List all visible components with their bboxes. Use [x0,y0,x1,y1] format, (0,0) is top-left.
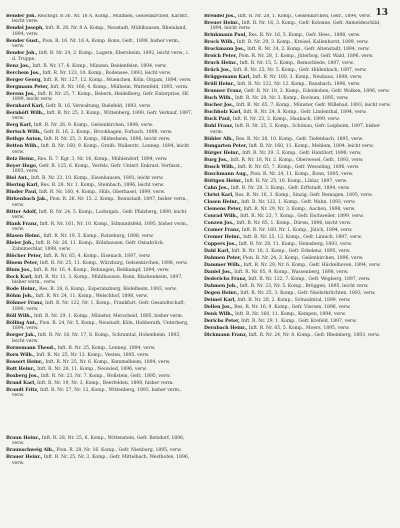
entry-details: Pion. R. 26. Nr. 15. 2. Komp., Bonnstadt, 1897, bisher verm., verw. [12,197,189,208]
list-entry [6,64,194,69]
entry-name: Beyer Hugo, [6,163,38,169]
list-entry [204,263,392,268]
entry-name: Breuer Heinr., [204,21,241,26]
list-entry [6,287,194,292]
entry-details: Inft. R. Nr. 122, 7. Komp., Gefr. Wegberg, 1897, verw. [248,276,371,282]
entry-name: Benz Jos., [6,63,31,69]
list-entry [6,176,194,181]
entry-details: Res. R. Nr. 16, 9. Komp., Gefr. Viersen, 1896, verw. [234,304,351,310]
list-entry [204,214,392,219]
list-entry [6,353,194,358]
entry-name: Brinkmann Paul, [204,33,247,39]
list-entry [6,130,194,135]
entry-name: Bode Heinr., [6,287,38,293]
entry-details: Res. R. 7. Kgr. 3, Nr. 16, Komp., Mühlendorf, 1894, verw. [37,156,168,162]
list-entry [204,14,392,19]
entry-details: Inft. R. Nr. 25, 11. Komp., Würzburg, Gelsenkirchen, 1898, verw. [39,260,188,266]
entry-details: Inft. R. Nr. 24, Nr. 8. Komp., Gefr. Rheinberg, 1893, verw. [248,332,380,338]
entry-details: Inft. R. Nr. 15, 5. Komp., Remschlede, 1897, verw. [239,61,354,67]
entry-name: Berg Karl, [6,123,33,129]
entry-details: Inft. R. Nr. 65, 1. Komp., Düren, 1896, leicht verw. [236,220,352,226]
entry-name: Brüll Heinr., [204,82,236,88]
entry-details: Res. R. Nr. 16, 3. Komp., Sinzig, Gefr. Remagen, 1895, verw. [235,192,373,198]
list-entry [6,261,194,266]
entry-details: Inft. R. Nr. 29, Nr. 3. Komp., Aachen, 1898, verw. [243,206,356,212]
entry-name: Brand Karl, [6,380,36,386]
left-entry-list-tail [6,436,194,466]
list-entry [6,104,194,109]
entry-details: Inft. R. Nr. 25, 12. Komp., Gefr. Linnich, 1897, verw. [243,234,362,240]
list-entry [6,254,194,259]
entry-details: Res. R. 28, 6. Komp., Esperanzburg, Rödelheim, 1893, verw. [39,287,177,293]
entry-name: Berens Jos., [6,91,37,97]
entry-name: Brendel Jos., [204,14,237,19]
list-entry [204,103,392,108]
entry-details: Inft. R. Nr. 29, 1. Komp., Münster, Merscheid, 1895, bisher verm. [34,313,184,319]
entry-details: Inft. R. Nr. 29, 1. Komp., Gefr. Krefeld, 1897, verw. [241,318,357,324]
entry-name: Cahn Jos., [204,185,230,191]
list-entry [6,111,194,122]
entry-name: Braun Heinr., [6,435,41,441]
entry-details: Inft. R. Nr. 122, Nr. 12. Komp., Ransbach, 1896, verw. [237,82,361,88]
list-entry [6,183,194,188]
entry-name: Bölling Ant., [6,320,38,326]
list-entry [204,333,392,338]
list-entry [6,388,194,399]
list-entry [6,123,194,128]
entry-details: Pion. R. Nr. 28, 1. Komp., Jüterbog, Gefr. Wald, 1896, verw. [238,54,374,60]
list-entry [204,96,392,101]
entry-details: Inft. R. Nr. 19, 5. Komp., Ratzeburg, 1898, verw. [43,234,154,240]
list-entry [204,326,392,331]
entry-details: Inft. R. Nr. 122, Nr. 1, Komp., Frankfurt, Gefr. Gesandtschaft, 1896, verw. [12,301,186,312]
entry-details: Inft. R. Nr. 65, 7. Komp., Münster, Gefr. Willebad, 1893, leicht verw. [236,103,391,109]
list-entry [6,71,194,76]
entry-name: Bender Gust., [6,38,41,44]
entry-name: Berchem Jos., [6,70,42,76]
list-entry [204,89,392,94]
entry-name: Buck Paul, [204,117,232,123]
entry-name: Dahmen Joh., [204,283,239,289]
list-entry [204,124,392,135]
entry-details: Inft. R. Nr. 160, 9. Komp., Greifs. Wallerstr., Lennep, 1894, leicht verw. [12,144,190,155]
text-columns [6,14,392,520]
list-entry [6,26,194,37]
entry-name: Dederichs Franz, [204,276,247,282]
entry-name: Bornemann Theod., [6,345,57,351]
entry-details: Gefr. R. 125, 6. Komp., Verfels, Gefr. Unterf. Enkrast. Verfasst., 1893, verw. [12,163,183,175]
entry-details: Inft. R. 28. Nr. 8 A. Komp., Neustadt, Mühlhausen, Rheinland, 1894, verw. [12,26,187,37]
entry-details: Inft. R. Nr. 16, Nr. 17, 8. Komp., Schramtal, Hohenheim, 1893, leicht verw. [12,333,181,344]
entry-name: Clemens Peter, [204,206,242,212]
entry-name: Bruch Heinr., [204,61,239,67]
entry-name: Bender Joh., [6,51,38,57]
entry-details: Inft. R. Nr. 23, 3. Komp., Haubach, 1899, verw. [232,117,340,123]
entry-name: Conzen Jos., [204,220,235,226]
list-entry [6,164,194,175]
list-entry [204,298,392,303]
entry-details: Inft. R. Nr. 161, Nr. 10. Komp., Edmundsfeld, 1895, bisher verm., verw. [12,222,189,233]
list-entry [204,21,392,32]
entry-name: Dellen Jos., [204,304,233,310]
list-entry [204,256,392,261]
list-entry [6,301,194,312]
list-entry [6,39,194,50]
entry-details: Inft. R. Nr. 160, 4. Komp., Hüls, Oberhasel, 1899, verw. [38,190,166,196]
entry-name: Binder Paul, [6,190,38,196]
entry-name: Degen Heinr., [204,290,239,296]
list-entry [204,61,392,66]
entry-details: Inft. R. Nr. 123, 10. Komp., Bodensee, 1893, leicht verw. [42,70,172,76]
entry-name: Bender Joh. [6,14,36,19]
list-entry [6,197,194,208]
entry-name: Böhm Joh., [6,294,35,300]
entry-name: Berger Georg, [6,77,42,83]
list-entry [6,436,194,447]
entry-details: Inft. R. Nr. 25, 3. Komp., Schönau, Gefr. Leipheim, 1897, bisher verm. [210,124,380,135]
entry-name: Buschmann Aug., [204,171,249,177]
entry-details: Inft. R. Nr. 28, Nr. 3. Komp., Bochum, 1895, verw. [234,96,349,102]
entry-name: Brandt Fritz, [6,387,39,393]
entry-name: Buhl Franz, [204,124,234,130]
entry-name: Bloem Peter, [6,260,39,266]
list-entry [6,234,194,239]
entry-name: Buch Wilh., [204,96,234,102]
entry-name: Bitter Adolf, [6,209,38,215]
entry-details: Inft. R. Nr. 27, Nr. 12, Komp., Wittenberg, 1893, bisher verm., verw. [12,387,182,398]
list-entry [204,186,392,191]
entry-details: Res. R. Nr. 16, 5. Komp., Gefr. Hess., 1898, verw. [248,33,361,39]
left-entry-list [6,14,194,398]
list-entry [204,270,392,275]
entry-details: Gefr. R. 16, 2. Komp., Brookhagen, Forbach, 1898, verw. [43,130,173,136]
entry-name: Böll Wilh., [6,313,33,319]
list-entry [204,68,392,73]
entry-details: Res. R. 28. Nr. 1, Komp., Steinbach, 1896, leicht verw. [40,183,165,189]
list-entry [204,172,392,177]
entry-name: Blöcher Peter, [6,253,43,259]
list-entry [204,151,392,156]
entry-name: Bendel Joseph, [6,26,44,32]
entry-details: Inft. R. Nr. 127, 12. Komp., Muenchen, Köln, Orgam, 1894, verw. [43,77,192,83]
list-entry [6,374,194,379]
list-entry [204,158,392,163]
entry-details: Inft. R. Nr. 29, 3. Komp., Kreisel, Kallenhorst, 1899, verw. [236,40,369,46]
entry-details: Inft. R. Nr. 160, 4. Komp., Mülheim, Wattenfeld, 1893, verm. [50,84,189,90]
entry-name: Bernhöft Wilh., [6,111,46,117]
entry-details: Inft. R. Nr. 25, Nr. 12. Komp., Vesten, 1895, verw. [36,352,150,358]
list-entry [6,190,194,195]
entry-details: Inft. R. Nr. 11, 3. Komp., Mühlhausen, Bonn, Blackenheim, 1897, bisher verm., verw. [12,274,183,286]
entry-name: Clasen Heinr., [204,199,240,205]
entry-name: Brock Wilh., [204,40,236,46]
list-entry [204,277,392,282]
entry-details: Inft. R. Nr. 65, 4. Komp., Eisenach, 1897, verw. [43,253,151,259]
entry-name: Brüggemann Karl, [204,75,252,81]
list-entry [6,275,194,286]
entry-name: Blum Jos., [6,267,32,273]
list-entry [6,92,194,103]
list-entry [204,221,392,226]
list-entry [204,47,392,52]
entry-details: Pion. R. 16. Nr. 16 A. Komp. Bonn, Gefr., 1898, bisher verm., verw. [12,38,181,50]
entry-details: Inft. R. Nr. 160, Nr. 1. Komp., Jülich, 1894, verw. [241,227,353,233]
list-entry [6,360,194,365]
entry-name: Biering Karl, [6,183,39,189]
entry-details: Inft. R. Nr. 26, 9. Komp., Gelsenkirchen, 1898, verw. [33,123,154,129]
page-number: 13 [375,8,388,18]
entry-details: Res. R. Nr. 28, 10. Komp., Gefr. Tiefenbach, 1895, verw. [235,136,364,142]
entry-details: Inft. R. Nr. 65, 5. Komp., Moers, 1895, verw. [248,325,350,331]
entry-name: Bott Heinr., [6,366,36,372]
entry-details: Inft. R. Nr. 25, 7. Komp., Bebern, Heidelberg, Gefr. Enterprise, Hf. 1899, leicht verw. [12,91,189,103]
list-entry [6,321,194,332]
list-entry [6,137,194,142]
entry-details: Inft. R. Nr. 26, 11. Komp., Kölnhausen, Gefr. Osnabrück, Zahnmechlar, 1898, verw. [12,241,165,252]
entry-name: Cuppers Jos., [204,241,238,247]
list-entry [6,241,194,252]
list-entry [6,222,194,233]
entry-details: Inft. R. Nr. 25, Nr. 6. Komp., Kemmelheim, 1894, verw. [45,359,171,365]
entry-name: Derichs Peter, [204,318,240,324]
entry-details: Reichsgr. R 36. Nr. 16 A. Komp., Müllmen, Gelsenkirchen, Karlstr., leicht verw. [12,14,190,25]
entry-name: Bühler Alb., [204,136,235,142]
entry-name: Dahl Karl, [204,248,230,254]
list-entry [204,235,392,240]
list-entry [6,210,194,221]
entry-details: Inft. R. Nr. 25, 10. Komp., Liblar, 1897, verw. [244,178,348,184]
entry-name: Dahmen Peter, [204,255,242,261]
entry-name: Deimel Karl, [204,297,236,303]
list-entry [204,40,392,45]
list-entry [6,144,194,155]
entry-name: Burg Jos., [204,157,229,163]
entry-details: Inft. R. Nr. 16, 4. Komp., Rebungen, Reitkampf, 1894, verw. [33,267,170,273]
entry-name: Busch Wilh., [204,164,237,170]
entry-details: Inft. R. Nr. 29, Nr. 6. Komp., Gefr. Hückelhoven, 1894, verw. [243,262,381,268]
entry-details: Pion. R. 28, Nr. 16. Komp., Gefr. Nienburg, 1895, verw. [56,448,182,454]
entry-name: Birkenbach Jak., [6,197,49,203]
list-entry [204,82,392,87]
entry-details: Inft. R. Nr. 160, 11. Komp., Kempen, 1894, verw. [235,311,346,317]
entry-details: Inft. R. Nr. 28, 2. Komp., Schwalmtal, 1899, verw. [237,297,351,303]
entry-name: Brockmann Jos., [204,47,246,53]
entry-name: Betten Wilh., [6,144,40,150]
list-entry [204,193,392,198]
entry-name: Brauer Heinr., [6,455,43,461]
list-entry [204,75,392,80]
list-entry [204,207,392,212]
entry-name: Daniel Jos., [204,269,233,275]
entry-details: Inft. R. Nr. 23, Nr. 5. Komp., Brüggen, 1895, leicht verw. [239,283,369,289]
entry-name: Cremer Heinr., [204,234,242,240]
entry-details: Inft. R. Nr. 24, 2. Komp., Gefr. Altenstadt, 1894, verw. [247,47,370,53]
entry-details: Inft. R. Nr. 16, Nr. 2. Komp., Oberwesel, Gefr., 1893, verw. [230,157,364,163]
entry-details: Gefr. R. 16, Verwaltung, Bielefeld, 1893, verw. [45,104,152,110]
entry-name: Bleier Joh., [6,241,35,247]
entry-name: Conrad Wilh., [204,213,239,219]
entry-name: Cramer Franz, [204,227,241,233]
list-entry [6,455,194,466]
entry-details: Inft. R. Nr. 24, 2. Komp., Lagern, Ebersheim, 1892, leicht verw., i. d. Truppe. [12,51,189,62]
entry-name: Boxberg Jos., [6,373,40,379]
entry-name: Bock Karl, [6,274,33,280]
entry-name: Blank Franz, [6,222,39,228]
entry-details: Inft. R. Nr. 160, 11. Komp., Mehlem, 1894, leicht verw. [248,143,374,149]
entry-details: Inft. R. 28, Nr. 25, 6. Komp., Wittenstein, Gefr. Betzdorf, 1896, verw. [12,435,185,447]
list-entry [204,305,392,310]
entry-name: Dickmann Franz, [204,332,248,338]
entry-details: Inft. R. Nr. 17, 6. Komp., Münzen, Beidenfelsn, 1894, verw. [32,63,167,69]
list-entry [6,85,194,90]
entry-details: Inft. R. Nr. 24, 5. Komp., Ludwigsb., Gefr. Pfalzberg, 1899, leicht verw. [12,209,187,221]
entry-details: Pion. R. Nr. 24, 3. Komp., Geilenkirchen, 1896, verw. [242,255,364,261]
entry-details: Gefr. R. Nr. 18, 3. Komp., Edenkoben, Gefr. Wolken, 1896, verw. [244,89,390,95]
list-entry [204,319,392,324]
list-entry [204,312,392,317]
list-entry [204,33,392,38]
entry-name: Braunschweig Alb., [6,448,55,454]
entry-name: Biel Ant., [6,176,30,182]
entry-details: Inft. R. Nr. 65, 9. Komp., Wassenberg, 1898, verw. [234,269,349,275]
list-entry [6,314,194,319]
list-entry [204,284,392,289]
list-entry [204,291,392,296]
list-entry [204,200,392,205]
list-entry [204,242,392,247]
entry-name: Bürger Heinr., [204,150,241,156]
list-entry [6,333,194,344]
entry-details: Inft. R. Nr. 28, 3. Komp., Gefr. Erftstadt, 1894, verw. [230,185,351,191]
list-entry [6,14,194,25]
entry-details: Inft. R. Nr. 24, 8. Komp., Gefr. Lindenthal, 1894, verw. [243,110,367,116]
list-entry [204,228,392,233]
entry-details: Inft. R. Nr. 122, 1. Komp., Gefr. Wahn, 1893, verw. [241,199,356,205]
list-entry [204,54,392,59]
list-entry [204,144,392,149]
entry-details: Inft. R. Nr. 160, 3. Komp., Neuhaus, 1898, verw. [252,75,363,81]
entry-details: Pion. R. Nr. 24, 11. Komp., Bonn, 1895, verw. [250,171,354,177]
list-entry [6,157,194,162]
entry-name: Bertsch Wilh., [6,130,43,136]
list-entry [6,381,194,386]
list-entry [6,294,194,299]
entry-name: Bungarten Peter, [204,143,248,149]
entry-name: Denk Wilh., [204,311,234,317]
entry-details: Inft. R. Nr. 25, Nr. 5. Komp., Gefr. Hildenbach, 1897, verw. [233,68,367,74]
entry-name: Broich Peter, [204,54,238,60]
entry-name: Blasen Heinr., [6,234,42,240]
list-entry [6,346,194,351]
entry-name: Bernhard Karl, [6,104,45,110]
entry-name: Christ Karl, [204,192,234,198]
entry-name: Brück Jos., [204,68,232,74]
list-entry [204,165,392,170]
entry-name: Betz Heinr., [6,156,37,162]
entry-name: Brunner Franz, [204,89,243,95]
list-entry [204,137,392,142]
right-column [204,14,392,520]
entry-details: Inft. R. Nr. 28, 11. Komp., Neuwied, 1896, verw. [37,366,147,372]
list-entry [204,117,392,122]
column-gap [6,400,194,436]
left-column [6,14,194,520]
entry-details: Inft. R. Nr. 24, 11. Komp., Welschhof, 1898, verw. [35,294,149,300]
entry-name: Dernbach Heinr., [204,325,248,331]
list-entry [204,179,392,184]
entry-details: Pion. R. 24, Nr. 5, Komp., Neustadt, Köln, Hobberath, Unterberg, 1894, verw. [12,320,189,332]
entry-details: Inft. R. Nr. 23, Nr. 7. Komp., Wollstein, Gefr., 1895, verw. [40,373,171,379]
entry-name: Born Wilh., [6,352,35,358]
list-entry [6,268,194,273]
right-entry-list [204,14,392,338]
list-entry [204,110,392,115]
entry-details: Inft. R. Nr. 25, 3. Komp., Hildesheim, 1896, leicht verw. [43,137,171,143]
entry-name: Dammer Wilh., [204,262,243,268]
entry-details: Inft. R. Nr. 28, 11. Komp., Heinsberg, 1893, verw. [238,241,352,247]
entry-details: Inft. R. Nr. 25, Nr. 3, Komp., Gefr. Mittelbach, Westhofen, 1896, verw. [12,455,190,466]
entry-details: Inft. R. Nr. 25, 3. Komp., Wittenberg, 1890, Gefr. Verkauf, 1897, verw. [12,111,193,122]
entry-details: Inft. R. Nr. 16, 3. Komp., Gefr. Erkelenz, 1895, verw. [231,248,351,254]
entry-name: Bethge Anton, [6,137,43,143]
list-entry [6,367,194,372]
entry-details: Inft. R. Nr. 25, Komp., Lennep, 1894, verw. [57,345,156,351]
list-entry [6,78,194,83]
entry-details: Inft. R. Nr. 65, 7. Komp., Gefr. Wesseling, 1896, verw. [237,164,360,170]
entry-details: Inft. R. Nr. 19, Nr. 3, Komp., Beerfelden, 1898, bisher verm. [37,380,174,386]
entry-name: Buchholz Karl, [204,110,242,116]
list-entry [204,249,392,254]
entry-name: Bucher Jos., [204,103,235,109]
list-entry [6,448,194,453]
list-entry [6,51,194,62]
entry-details: Inft. R. Nr. 28, 1. Komp., Gelsenkirchen, Gefr., 1894, verw. [237,14,372,19]
entry-name: Büttgen Heinr., [204,178,244,184]
entry-details: Inft. R. Nr. 23, 7. Komp., Gefr. Eschweiler, 1899, verw. [240,213,364,219]
entry-name: Bossert Heinr., [6,359,44,365]
entry-name: Böhmer Franz, [6,301,44,307]
entry-name: Bergmann Peter, [6,84,49,90]
entry-details: Inft. R. Nr. 23, 10. Komp., Eisenhausen, 1893, leicht verw. [31,176,164,182]
entry-details: Inft. R. Nr. 25, 3. Komp., Gefr. Niederkrüchten, 1893, verw. [240,290,376,296]
entry-details: Inft. R. Nr. 29, 3. Komp., Gefr. Hanfdorf, 1898, verw. [242,150,362,156]
entry-name: Borger Jak., [6,333,37,339]
entry-details: Inft. R. Nr. 16, 3. Komp., Gefr. Kolonne, Gefr. Anmeldeschild, 1894, leicht verw. [210,21,381,32]
